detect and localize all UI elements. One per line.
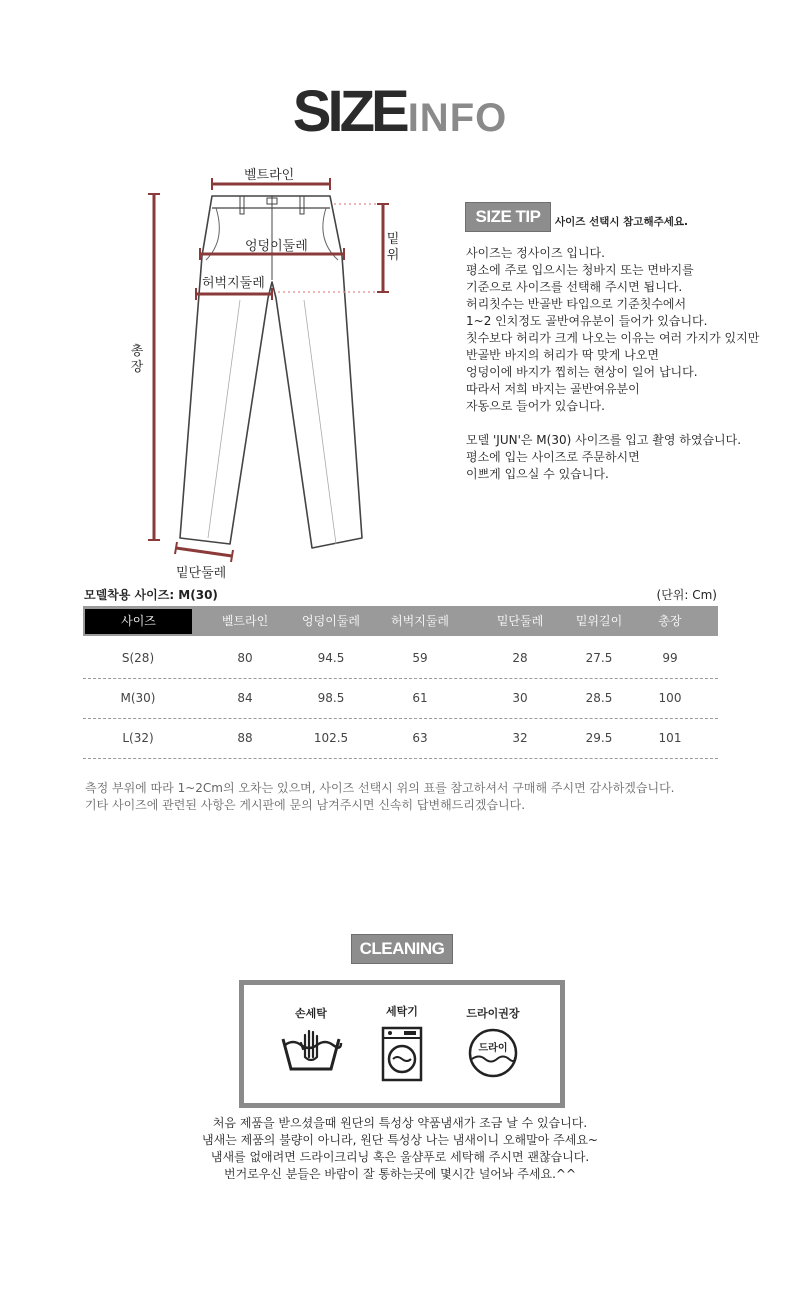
table-row [83, 718, 718, 759]
table-cell: 32 [512, 731, 528, 745]
dry-clean-icon [467, 1027, 519, 1079]
care-label: 세탁기 [386, 1005, 418, 1018]
text-line: 따라서 저희 바지는 골반여유분이 [466, 382, 640, 396]
table-cell: 94.5 [317, 651, 345, 665]
text-line: 사이즈는 정사이즈 입니다. [466, 246, 605, 260]
title-size: SIZE [292, 79, 406, 144]
table-cell: 102.5 [313, 731, 349, 745]
total-length-label [130, 344, 146, 376]
table-row [83, 638, 718, 679]
text-line: 이쁘게 입으실 수 있습니다. [466, 467, 609, 481]
table-cell: L(32) [122, 731, 154, 745]
table-cell: 59 [412, 651, 428, 665]
hip-label: 엉덩이둘레 [245, 239, 308, 254]
care-label: 손세탁 [295, 1007, 327, 1020]
care-item-dry-clean [448, 985, 538, 1079]
size-tip-badge: SIZE TIP [465, 202, 551, 232]
page-title [0, 78, 800, 145]
table-cell: 88 [237, 731, 253, 745]
text-line: 냄새는 제품의 불량이 아니라, 원단 특성상 나는 냄새이니 오해말아 주세요~ [202, 1133, 598, 1147]
text-line: 엉덩이에 바지가 찝히는 현상이 일어 납니다. [466, 365, 698, 379]
size-tip-body [466, 245, 796, 483]
vertical-text: 총장 [130, 344, 144, 375]
table-header-cell: 사이즈 [85, 609, 192, 634]
table-cell: S(28) [121, 651, 155, 665]
care-item-machine-wash [357, 985, 447, 1083]
table-cell: 28.5 [585, 691, 613, 705]
text-line: 칫수보다 허리가 크게 나오는 이유는 여러 가지가 있지만 [466, 331, 760, 345]
text-line: 허리칫수는 반골반 타입으로 기준칫수에서 [466, 297, 687, 311]
table-cell: 61 [412, 691, 428, 705]
cleaning-badge: CLEANING [351, 934, 453, 964]
text-line [466, 415, 796, 432]
table-row [83, 678, 718, 719]
hem-measure [175, 542, 233, 562]
table-header-cell: 밑단둘레 [496, 614, 544, 628]
table-cell: 98.5 [317, 691, 345, 705]
rise-label [386, 232, 402, 264]
vertical-text: 밑위 [386, 232, 400, 263]
table-cell: 100 [658, 691, 682, 705]
thigh-label: 허벅지둘레 [202, 276, 265, 291]
text-line: 번거로우신 분들은 바람이 잘 통하는곳에 몇시간 널어놔 주세요.^^ [223, 1167, 577, 1181]
text-line: 측정 부위에 따라 1~2Cm의 오차는 있으며, 사이즈 선택시 위의 표를 참고하셔서 구매해 주시면 감사하겠습니다. [85, 781, 675, 795]
table-header-cell: 밑위길이 [575, 614, 623, 628]
table-cell: 63 [412, 731, 428, 745]
text-line: 모델 'JUN'은 M(30) 사이즈를 입고 촬영 하였습니다. [466, 433, 742, 447]
text-line: 평소에 입는 사이즈로 주문하시면 [466, 450, 640, 464]
unit-label: (단위: Cm) [656, 588, 717, 602]
table-cell: 80 [237, 651, 253, 665]
text-line: 냄새를 없애려면 드라이크리닝 혹은 울샴푸로 세탁해 주시면 괜찮습니다. [210, 1150, 590, 1164]
size-notes [85, 780, 765, 814]
model-size-label: 모델착용 사이즈: M(30) [84, 588, 218, 602]
table-header-cell: 벨트라인 [221, 614, 269, 628]
text-line: 1~2 인치정도 골반여유분이 들어가 있습니다. [466, 314, 708, 328]
table-cell: 29.5 [585, 731, 613, 745]
table-cell: 27.5 [585, 651, 613, 665]
text-line: 기준으로 사이즈를 선택해 주시면 됩니다. [466, 280, 683, 294]
dry-clean-icon-text: 드라이 [478, 1043, 508, 1054]
table-cell: 84 [237, 691, 253, 705]
text-line: 기타 사이즈에 관련된 사항은 게시판에 문의 남겨주시면 신속히 답변해드리겠습니다. [85, 798, 526, 812]
cleaning-box [239, 980, 565, 1108]
care-label: 드라이권장 [466, 1007, 520, 1020]
hem-label: 밑단둘레 [176, 566, 227, 581]
table-cell: M(30) [120, 691, 156, 705]
table-cell: 101 [658, 731, 682, 745]
table-header-cell: 총장 [658, 614, 682, 628]
belt-line-label: 벨트라인 [244, 168, 295, 183]
size-tip-caption: 사이즈 선택시 참고해주세요. [555, 216, 689, 228]
total-length-measure [148, 194, 160, 540]
text-line: 처음 제품을 받으셨을때 원단의 특성상 약품냄새가 조금 날 수 있습니다. [212, 1116, 588, 1130]
table-cell: 30 [512, 691, 528, 705]
table-header-cell: 허벅지둘레 [391, 614, 449, 628]
hand-wash-icon [279, 1027, 343, 1073]
size-table-header [83, 606, 718, 636]
text-line: 자동으로 들어가 있습니다. [466, 399, 605, 413]
text-line: 반골반 바지의 허리가 딱 맞게 나오면 [466, 348, 659, 362]
pants-diagram [130, 160, 410, 580]
table-header-cell: 엉덩이둘레 [302, 614, 360, 628]
washing-machine-icon [380, 1025, 424, 1083]
care-item-hand-wash [266, 985, 356, 1073]
table-cell: 28 [512, 651, 528, 665]
cleaning-notes [0, 1115, 800, 1183]
title-info: INFO [407, 96, 508, 140]
text-line: 평소에 주로 입으시는 청바지 또는 면바지를 [466, 263, 694, 277]
table-cell: 99 [662, 651, 678, 665]
